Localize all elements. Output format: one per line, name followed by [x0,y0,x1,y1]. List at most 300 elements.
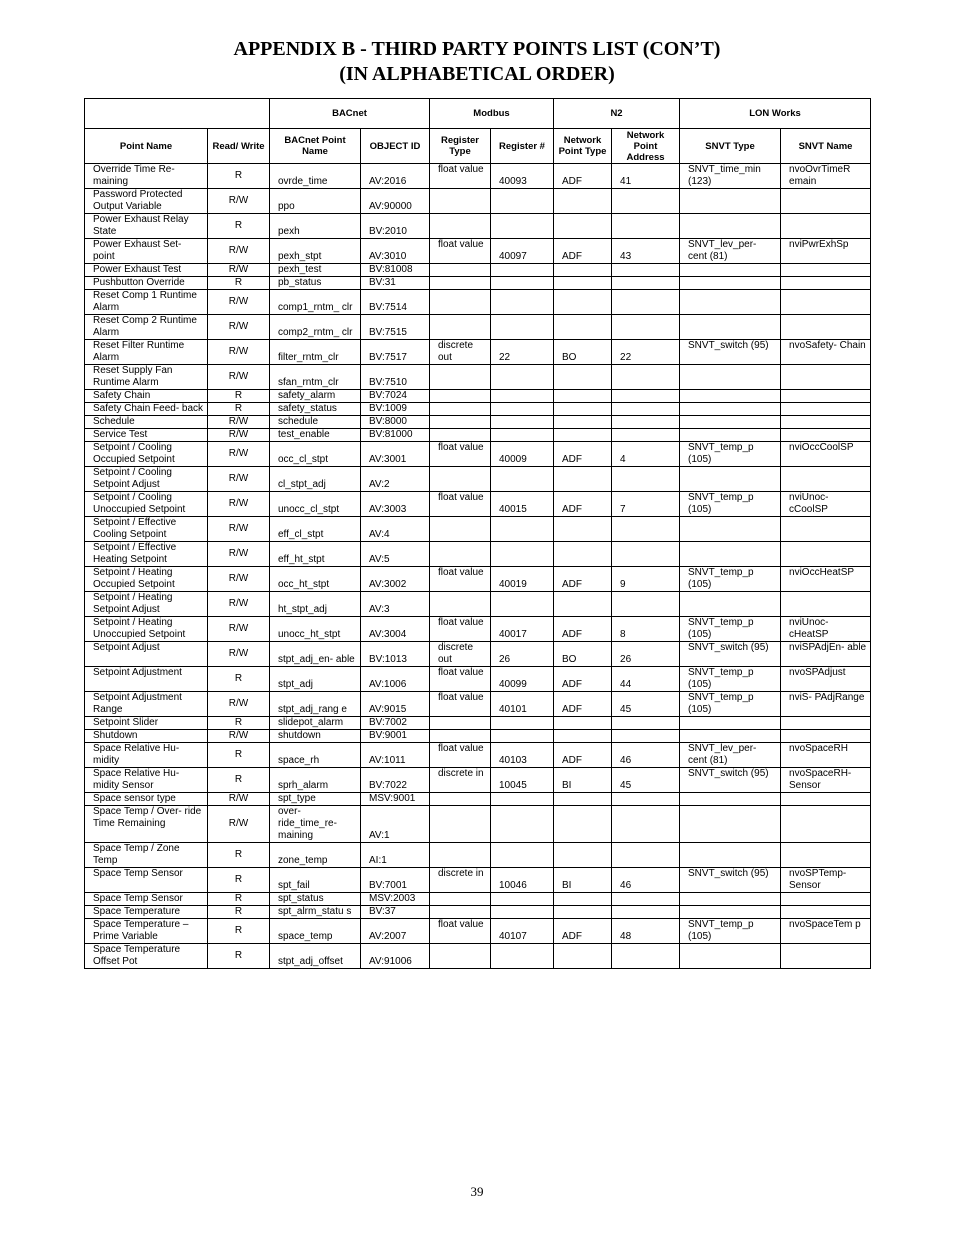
cell-read-write: R/W [208,567,270,592]
cell-register-type: float value [430,919,491,944]
cell-register-type [430,944,491,969]
cell-point-name: Power Exhaust Set- point [85,239,208,264]
cell-network-point-address [612,517,680,542]
cell-snvt-type [680,592,781,617]
cell-object-id: BV:31 [361,277,430,290]
cell-bacnet-point-name: unocc_ht_stpt [270,617,361,642]
cell-network-point-type [554,592,612,617]
cell-snvt-name: nvoSPTemp- Sensor [781,868,871,893]
cell-object-id: BV:9001 [361,730,430,743]
cell-register-number: 22 [491,340,554,365]
cell-point-name: Override Time Re- maining [85,164,208,189]
cell-register-number [491,944,554,969]
cell-object-id: AV:4 [361,517,430,542]
cell-register-type: float value [430,692,491,717]
cell-object-id: MSV:9001 [361,793,430,806]
table-row [85,592,871,617]
group-header-n2: N2 [554,99,680,129]
cell-read-write: R/W [208,264,270,277]
cell-read-write: R/W [208,239,270,264]
cell-network-point-type [554,189,612,214]
cell-network-point-type [554,542,612,567]
cell-register-number: 40015 [491,492,554,517]
cell-point-name: Setpoint Slider [85,717,208,730]
cell-point-name: Space Temperature Offset Pot [85,944,208,969]
cell-snvt-name: nvoSafety- Chain [781,340,871,365]
cell-object-id: BV:7022 [361,768,430,793]
cell-snvt-name: nvoSpaceRH [781,743,871,768]
cell-bacnet-point-name: filter_rntm_clr [270,340,361,365]
cell-bacnet-point-name: space_temp [270,919,361,944]
cell-snvt-type: SNVT_lev_per- cent (81) [680,239,781,264]
cell-snvt-type [680,893,781,906]
cell-point-name: Reset Filter Runtime Alarm [85,340,208,365]
cell-snvt-name [781,403,871,416]
table-row [85,617,871,642]
cell-snvt-type [680,542,781,567]
cell-network-point-address: 8 [612,617,680,642]
cell-snvt-type [680,315,781,340]
table-row [85,442,871,467]
cell-snvt-name [781,843,871,868]
cell-point-name: Setpoint / Effective Cooling Setpoint [85,517,208,542]
cell-point-name: Setpoint Adjustment [85,667,208,692]
cell-object-id: BV:7514 [361,290,430,315]
cell-register-type: float value [430,667,491,692]
table-row [85,944,871,969]
cell-register-number: 40019 [491,567,554,592]
cell-snvt-name [781,315,871,340]
cell-snvt-type: SNVT_temp_p (105) [680,667,781,692]
cell-snvt-type: SNVT_switch (95) [680,340,781,365]
cell-snvt-name [781,542,871,567]
cell-register-type [430,264,491,277]
cell-network-point-type: ADF [554,567,612,592]
cell-register-type [430,365,491,390]
cell-network-point-type: BI [554,868,612,893]
cell-snvt-type: SNVT_temp_p (105) [680,442,781,467]
cell-read-write: R/W [208,517,270,542]
cell-bacnet-point-name: spt_status [270,893,361,906]
cell-read-write: R/W [208,290,270,315]
cell-snvt-name: nviUnoc- cCoolSP [781,492,871,517]
table-row [85,315,871,340]
cell-register-type [430,416,491,429]
cell-snvt-type [680,517,781,542]
cell-network-point-address: 44 [612,667,680,692]
cell-object-id: BV:81008 [361,264,430,277]
cell-read-write: R [208,277,270,290]
table-row [85,730,871,743]
cell-register-number [491,189,554,214]
cell-snvt-type: SNVT_switch (95) [680,868,781,893]
cell-network-point-type: ADF [554,692,612,717]
cell-object-id: BV:37 [361,906,430,919]
cell-network-point-type [554,717,612,730]
cell-network-point-type [554,944,612,969]
cell-register-number: 40107 [491,919,554,944]
cell-bacnet-point-name: pb_status [270,277,361,290]
cell-register-number [491,517,554,542]
cell-bacnet-point-name: eff_ht_stpt [270,542,361,567]
cell-snvt-type: SNVT_temp_p (105) [680,617,781,642]
cell-network-point-type: ADF [554,239,612,264]
cell-snvt-name [781,189,871,214]
cell-network-point-address: 45 [612,692,680,717]
cell-bacnet-point-name: comp1_rntm_ clr [270,290,361,315]
cell-point-name: Space Temperature – Prime Variable [85,919,208,944]
cell-register-number: 40099 [491,667,554,692]
cell-register-number [491,290,554,315]
cell-read-write: R/W [208,617,270,642]
table-row [85,403,871,416]
cell-register-number [491,365,554,390]
cell-network-point-type: BI [554,768,612,793]
cell-point-name: Setpoint / Heating Unoccupied Setpoint [85,617,208,642]
cell-snvt-name: nviOccCoolSP [781,442,871,467]
cell-network-point-type [554,264,612,277]
cell-object-id: AV:3010 [361,239,430,264]
cell-read-write: R [208,919,270,944]
cell-register-type: float value [430,743,491,768]
cell-network-point-address [612,365,680,390]
cell-bacnet-point-name: pexh_stpt [270,239,361,264]
cell-network-point-address [612,467,680,492]
cell-snvt-name [781,416,871,429]
cell-bacnet-point-name: sfan_rntm_clr [270,365,361,390]
cell-register-type: discrete in [430,768,491,793]
cell-register-number [491,390,554,403]
cell-object-id: AV:5 [361,542,430,567]
cell-object-id: BV:1009 [361,403,430,416]
cell-point-name: Reset Supply Fan Runtime Alarm [85,365,208,390]
cell-register-number [491,893,554,906]
col-header-network-point-type: Network Point Type [554,129,612,164]
cell-network-point-type [554,403,612,416]
cell-register-type: discrete out [430,340,491,365]
table-row [85,768,871,793]
cell-point-name: Setpoint Adjustment Range [85,692,208,717]
table-row [85,692,871,717]
cell-snvt-name [781,592,871,617]
cell-point-name: Pushbutton Override [85,277,208,290]
cell-register-number: 40097 [491,239,554,264]
cell-register-type [430,189,491,214]
cell-register-number: 40101 [491,692,554,717]
cell-snvt-type: SNVT_lev_per- cent (81) [680,743,781,768]
cell-register-number [491,277,554,290]
cell-network-point-address [612,214,680,239]
table-row [85,365,871,390]
cell-snvt-name [781,906,871,919]
cell-snvt-type [680,214,781,239]
cell-read-write: R [208,390,270,403]
cell-snvt-name [781,893,871,906]
group-header-bacnet: BACnet [270,99,430,129]
cell-read-write: R [208,214,270,239]
cell-point-name: Schedule [85,416,208,429]
cell-network-point-address [612,542,680,567]
cell-snvt-name [781,429,871,442]
table-row [85,290,871,315]
col-header-point-name: Point Name [85,129,208,164]
table-row [85,793,871,806]
cell-point-name: Space Relative Hu- midity Sensor [85,768,208,793]
cell-snvt-type [680,467,781,492]
cell-object-id: BV:7024 [361,390,430,403]
cell-bacnet-point-name: pexh [270,214,361,239]
cell-register-type [430,893,491,906]
cell-read-write: R/W [208,592,270,617]
cell-network-point-address: 22 [612,340,680,365]
cell-point-name: Safety Chain Feed- back [85,403,208,416]
cell-point-name: Setpoint / Effective Heating Setpoint [85,542,208,567]
cell-snvt-type [680,730,781,743]
table-row [85,806,871,843]
cell-bacnet-point-name: shutdown [270,730,361,743]
cell-network-point-type [554,290,612,315]
col-header-network-point-address: Network Point Address [612,129,680,164]
cell-register-type [430,214,491,239]
col-header-register-number: Register # [491,129,554,164]
cell-network-point-type [554,390,612,403]
cell-object-id: BV:7517 [361,340,430,365]
col-header-register-type: Register Type [430,129,491,164]
cell-register-type: float value [430,442,491,467]
cell-snvt-type [680,806,781,843]
cell-object-id: BV:1013 [361,642,430,667]
cell-network-point-address [612,403,680,416]
cell-snvt-name: nviUnoc- cHeatSP [781,617,871,642]
cell-register-number: 40009 [491,442,554,467]
cell-bacnet-point-name: comp2_rntm_ clr [270,315,361,340]
cell-register-type: float value [430,492,491,517]
cell-network-point-address [612,416,680,429]
cell-register-number [491,264,554,277]
cell-read-write: R/W [208,416,270,429]
cell-snvt-name [781,264,871,277]
cell-object-id: AV:3004 [361,617,430,642]
cell-network-point-type: ADF [554,919,612,944]
cell-bacnet-point-name: safety_alarm [270,390,361,403]
cell-snvt-type: SNVT_switch (95) [680,768,781,793]
cell-read-write: R [208,164,270,189]
cell-snvt-type [680,189,781,214]
cell-network-point-address [612,717,680,730]
cell-object-id: AV:91006 [361,944,430,969]
cell-point-name: Reset Comp 2 Runtime Alarm [85,315,208,340]
cell-register-type: discrete out [430,642,491,667]
cell-register-type: float value [430,567,491,592]
cell-register-number: 40093 [491,164,554,189]
cell-object-id: AV:1 [361,806,430,843]
cell-read-write: R [208,403,270,416]
cell-bacnet-point-name: stpt_adj_offset [270,944,361,969]
cell-network-point-type [554,365,612,390]
cell-object-id: AV:1006 [361,667,430,692]
cell-object-id: AV:3001 [361,442,430,467]
cell-read-write: R/W [208,806,270,843]
cell-snvt-type: SNVT_temp_p (105) [680,492,781,517]
cell-object-id: MSV:2003 [361,893,430,906]
cell-bacnet-point-name: cl_stpt_adj [270,467,361,492]
cell-bacnet-point-name: space_rh [270,743,361,768]
cell-network-point-address [612,290,680,315]
cell-read-write: R/W [208,730,270,743]
cell-network-point-type [554,806,612,843]
cell-bacnet-point-name: eff_cl_stpt [270,517,361,542]
cell-register-type [430,906,491,919]
table-row [85,467,871,492]
cell-point-name: Space Temp Sensor [85,868,208,893]
cell-point-name: Shutdown [85,730,208,743]
cell-register-number [491,717,554,730]
cell-snvt-type: SNVT_temp_p (105) [680,692,781,717]
cell-snvt-name: nviPwrExhSp [781,239,871,264]
group-header-lonworks: LON Works [680,99,871,129]
cell-snvt-type [680,290,781,315]
cell-read-write: R [208,868,270,893]
cell-read-write: R [208,717,270,730]
cell-bacnet-point-name: test_enable [270,429,361,442]
cell-object-id: AV:1011 [361,743,430,768]
group-header-modbus: Modbus [430,99,554,129]
cell-register-type [430,806,491,843]
cell-network-point-address: 9 [612,567,680,592]
cell-point-name: Password Protected Output Variable [85,189,208,214]
cell-snvt-name [781,806,871,843]
cell-point-name: Space Relative Hu- midity [85,743,208,768]
cell-bacnet-point-name: ppo [270,189,361,214]
cell-network-point-type: ADF [554,164,612,189]
cell-network-point-type [554,517,612,542]
cell-network-point-address [612,189,680,214]
table-row [85,189,871,214]
cell-network-point-address [612,806,680,843]
cell-register-number: 26 [491,642,554,667]
cell-read-write: R [208,843,270,868]
cell-point-name: Reset Comp 1 Runtime Alarm [85,290,208,315]
cell-point-name: Space Temp Sensor [85,893,208,906]
cell-object-id: AV:2007 [361,919,430,944]
cell-snvt-name [781,277,871,290]
table-row [85,517,871,542]
page-title-line-2: (IN ALPHABETICAL ORDER) [339,63,615,85]
cell-snvt-type: SNVT_temp_p (105) [680,919,781,944]
table-row [85,214,871,239]
cell-network-point-type [554,730,612,743]
cell-register-type: float value [430,239,491,264]
cell-bacnet-point-name: zone_temp [270,843,361,868]
cell-snvt-type [680,365,781,390]
cell-read-write: R/W [208,442,270,467]
cell-point-name: Service Test [85,429,208,442]
cell-point-name: Setpoint Adjust [85,642,208,667]
cell-network-point-address [612,944,680,969]
table-row [85,893,871,906]
cell-snvt-name [781,290,871,315]
cell-register-type: discrete in [430,868,491,893]
cell-bacnet-point-name: spt_alrm_statu s [270,906,361,919]
cell-bacnet-point-name: spt_fail [270,868,361,893]
cell-register-number [491,843,554,868]
cell-network-point-address [612,730,680,743]
cell-register-number [491,214,554,239]
table-row [85,277,871,290]
cell-bacnet-point-name: ht_stpt_adj [270,592,361,617]
cell-point-name: Power Exhaust Relay State [85,214,208,239]
cell-register-type [430,843,491,868]
cell-object-id: AV:9015 [361,692,430,717]
cell-network-point-address: 45 [612,768,680,793]
cell-object-id: AV:3 [361,592,430,617]
cell-read-write: R/W [208,467,270,492]
cell-object-id: AI:1 [361,843,430,868]
cell-register-type [430,390,491,403]
cell-snvt-name [781,365,871,390]
cell-register-type [430,467,491,492]
col-header-snvt-name: SNVT Name [781,129,871,164]
cell-snvt-type [680,264,781,277]
cell-point-name: Space Temp / Zone Temp [85,843,208,868]
cell-snvt-type [680,429,781,442]
cell-bacnet-point-name: occ_cl_stpt [270,442,361,467]
cell-point-name: Setpoint / Heating Setpoint Adjust [85,592,208,617]
cell-object-id: BV:7515 [361,315,430,340]
cell-object-id: BV:7002 [361,717,430,730]
cell-network-point-address [612,592,680,617]
cell-bacnet-point-name: spt_type [270,793,361,806]
col-header-object-id: OBJECT ID [361,129,430,164]
cell-network-point-address [612,843,680,868]
cell-snvt-type [680,277,781,290]
cell-register-type [430,793,491,806]
cell-snvt-type: SNVT_temp_p (105) [680,567,781,592]
cell-snvt-name: nvoSpaceTem p [781,919,871,944]
cell-point-name: Safety Chain [85,390,208,403]
col-header-bacnet-point-name: BACnet Point Name [270,129,361,164]
cell-snvt-type: SNVT_time_min (123) [680,164,781,189]
cell-network-point-type: BO [554,642,612,667]
cell-read-write: R/W [208,365,270,390]
cell-register-type [430,730,491,743]
cell-network-point-address [612,429,680,442]
table-row [85,390,871,403]
cell-register-number [491,467,554,492]
cell-network-point-address: 46 [612,868,680,893]
cell-network-point-address [612,264,680,277]
cell-network-point-address [612,906,680,919]
cell-bacnet-point-name: occ_ht_stpt [270,567,361,592]
cell-register-type [430,277,491,290]
cell-bacnet-point-name: stpt_adj [270,667,361,692]
cell-register-type [430,290,491,315]
cell-network-point-type [554,906,612,919]
cell-network-point-type [554,315,612,340]
cell-register-number: 40103 [491,743,554,768]
cell-network-point-type: ADF [554,442,612,467]
cell-snvt-name [781,730,871,743]
cell-snvt-name [781,793,871,806]
table-row [85,868,871,893]
cell-read-write: R [208,768,270,793]
cell-register-number: 10046 [491,868,554,893]
cell-network-point-type [554,429,612,442]
cell-network-point-type: ADF [554,743,612,768]
cell-snvt-name [781,944,871,969]
cell-register-type [430,542,491,567]
cell-read-write: R [208,667,270,692]
